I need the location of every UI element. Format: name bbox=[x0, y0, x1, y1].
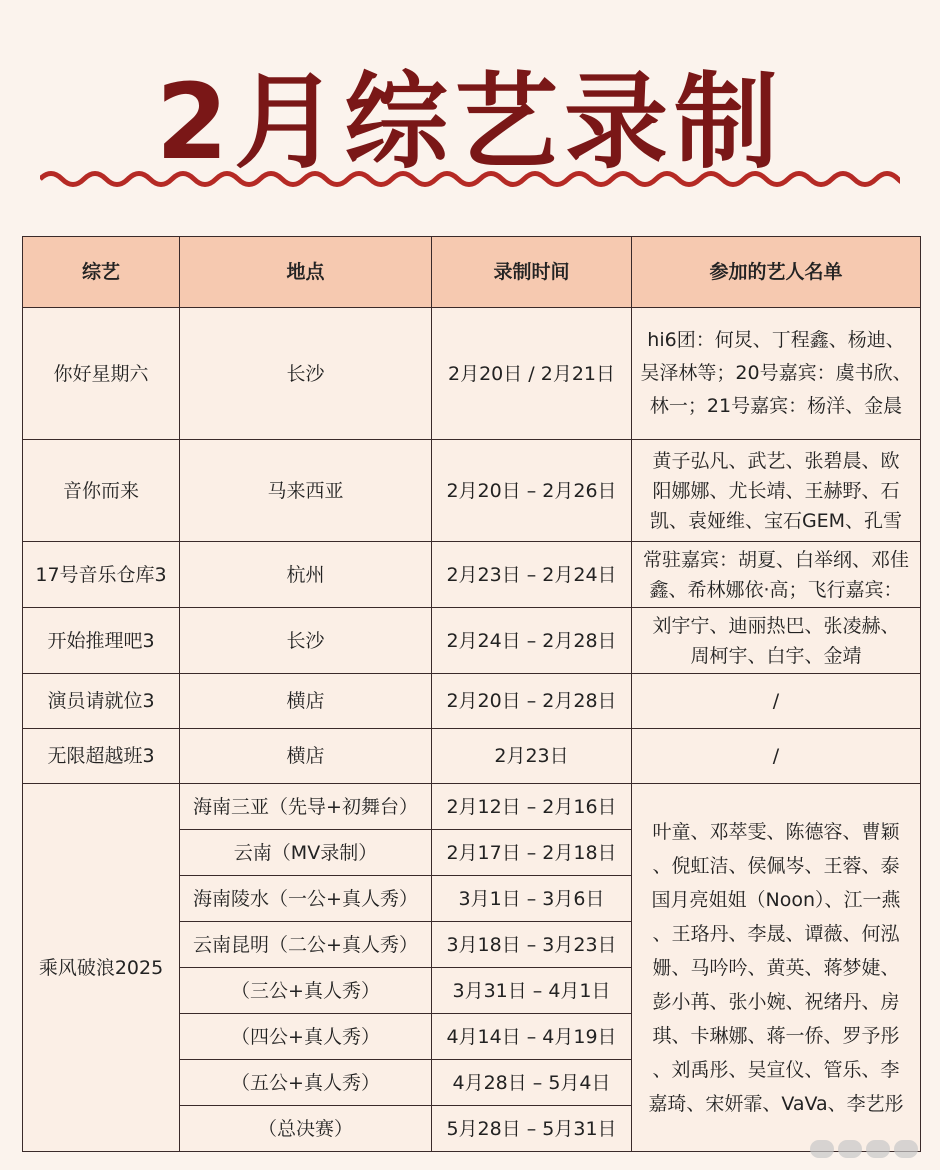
artist-line: 、倪虹洁、侯佩岑、王蓉、泰 bbox=[652, 854, 900, 877]
show-name: 演员请就位3 bbox=[23, 674, 180, 729]
artist-line: 黄子弘凡、武艺、张碧晨、欧 bbox=[652, 449, 900, 472]
table-row bbox=[23, 729, 921, 784]
place: 长沙 bbox=[180, 308, 432, 440]
artist-line: 国月亮姐姐（Noon）、江一燕 bbox=[651, 888, 901, 911]
stage-time: 2月12日 – 2月16日 bbox=[432, 784, 632, 830]
table-row bbox=[23, 440, 921, 542]
table-header-row bbox=[23, 237, 921, 308]
stage-time: 4月28日 – 5月4日 bbox=[432, 1060, 632, 1106]
show-name: 音你而来 bbox=[23, 440, 180, 542]
artist-list bbox=[632, 308, 921, 440]
record-time: 2月23日 bbox=[432, 729, 632, 784]
stage-place: 云南昆明（二公+真人秀） bbox=[180, 922, 432, 968]
show-name: 开始推理吧3 bbox=[23, 608, 180, 674]
artist-list bbox=[632, 784, 921, 1152]
artist-line: 琪、卡琳娜、蒋一侨、罗予彤 bbox=[652, 1024, 900, 1047]
show-name: 乘风破浪2025 bbox=[23, 784, 180, 1152]
record-time: 2月23日 – 2月24日 bbox=[432, 542, 632, 608]
artist-line: 姗、马吟吟、黄英、蒋梦婕、 bbox=[652, 956, 900, 979]
place: 马来西亚 bbox=[180, 440, 432, 542]
stage-time: 5月28日 – 5月31日 bbox=[432, 1106, 632, 1152]
artist-line: 彭小苒、张小婉、祝绪丹、房 bbox=[652, 990, 900, 1013]
stage-time: 3月18日 – 3月23日 bbox=[432, 922, 632, 968]
artist-line: 鑫、希林娜依·高；飞行嘉宾： bbox=[649, 578, 903, 601]
table-row bbox=[23, 674, 921, 729]
artist-line: 叶童、邓萃雯、陈德容、曹颖 bbox=[652, 820, 900, 843]
wave-divider bbox=[40, 168, 900, 190]
table-row bbox=[23, 542, 921, 608]
stage-time: 3月31日 – 4月1日 bbox=[432, 968, 632, 1014]
artist-line: 、王珞丹、李晟、谭薇、何泓 bbox=[652, 922, 900, 945]
show-name: 无限超越班3 bbox=[23, 729, 180, 784]
record-time: 2月20日 – 2月28日 bbox=[432, 674, 632, 729]
artist-line: 常驻嘉宾：胡夏、白举纲、邓佳 bbox=[642, 548, 909, 571]
artist-line: 刘宇宁、迪丽热巴、张凌赫、 bbox=[652, 614, 900, 637]
artist-line: 凯、袁娅维、宝石GEM、孔雪 bbox=[649, 509, 903, 532]
place: 横店 bbox=[180, 729, 432, 784]
stage-place: （总决赛） bbox=[180, 1106, 432, 1152]
watermark bbox=[810, 1140, 918, 1158]
table-row bbox=[23, 784, 921, 830]
artist-list bbox=[632, 729, 921, 784]
header-place: 地点 bbox=[180, 237, 432, 308]
record-time: 2月24日 – 2月28日 bbox=[432, 608, 632, 674]
artist-line: hi6团：何炅、丁程鑫、杨迪、 bbox=[647, 329, 905, 351]
place: 长沙 bbox=[180, 608, 432, 674]
artist-line: / bbox=[772, 744, 780, 767]
stage-place: （四公+真人秀） bbox=[180, 1014, 432, 1060]
page-title: 2月综艺录制 bbox=[155, 61, 785, 183]
record-time: 2月20日 / 2月21日 bbox=[432, 308, 632, 440]
stage-place: 海南陵水（一公+真人秀） bbox=[180, 876, 432, 922]
record-time: 2月20日 – 2月26日 bbox=[432, 440, 632, 542]
show-name: 17号音乐仓库3 bbox=[23, 542, 180, 608]
header-artists: 参加的艺人名单 bbox=[632, 237, 921, 308]
stage-place: （三公+真人秀） bbox=[180, 968, 432, 1014]
stage-time: 4月14日 – 4月19日 bbox=[432, 1014, 632, 1060]
artist-list bbox=[632, 542, 921, 608]
artist-line: 林一；21号嘉宾：杨洋、金晨 bbox=[649, 395, 903, 417]
artist-line: 、刘禹彤、吴宣仪、管乐、李 bbox=[652, 1058, 900, 1081]
artist-list bbox=[632, 674, 921, 729]
artist-list bbox=[632, 440, 921, 542]
header-show: 综艺 bbox=[23, 237, 180, 308]
artist-line: 阳娜娜、尤长靖、王赫野、石 bbox=[652, 479, 900, 502]
show-name: 你好星期六 bbox=[23, 308, 180, 440]
stage-time: 3月1日 – 3月6日 bbox=[432, 876, 632, 922]
stage-time: 2月17日 – 2月18日 bbox=[432, 830, 632, 876]
artist-line: 吴泽林等；20号嘉宾：虞书欣、 bbox=[640, 362, 912, 384]
artist-line: 嘉琦、宋妍霏、VaVa、李艺彤 bbox=[648, 1092, 904, 1115]
artist-line: 周柯宇、白宇、金靖 bbox=[690, 644, 862, 667]
stage-place: 海南三亚（先导+初舞台） bbox=[180, 784, 432, 830]
stage-place: （五公+真人秀） bbox=[180, 1060, 432, 1106]
artist-line: / bbox=[772, 689, 780, 712]
stage-place: 云南（MV录制） bbox=[180, 830, 432, 876]
place: 杭州 bbox=[180, 542, 432, 608]
artist-list bbox=[632, 608, 921, 674]
table-row bbox=[23, 608, 921, 674]
header-time: 录制时间 bbox=[432, 237, 632, 308]
place: 横店 bbox=[180, 674, 432, 729]
table-row bbox=[23, 308, 921, 440]
variety-schedule-table bbox=[22, 236, 921, 1152]
